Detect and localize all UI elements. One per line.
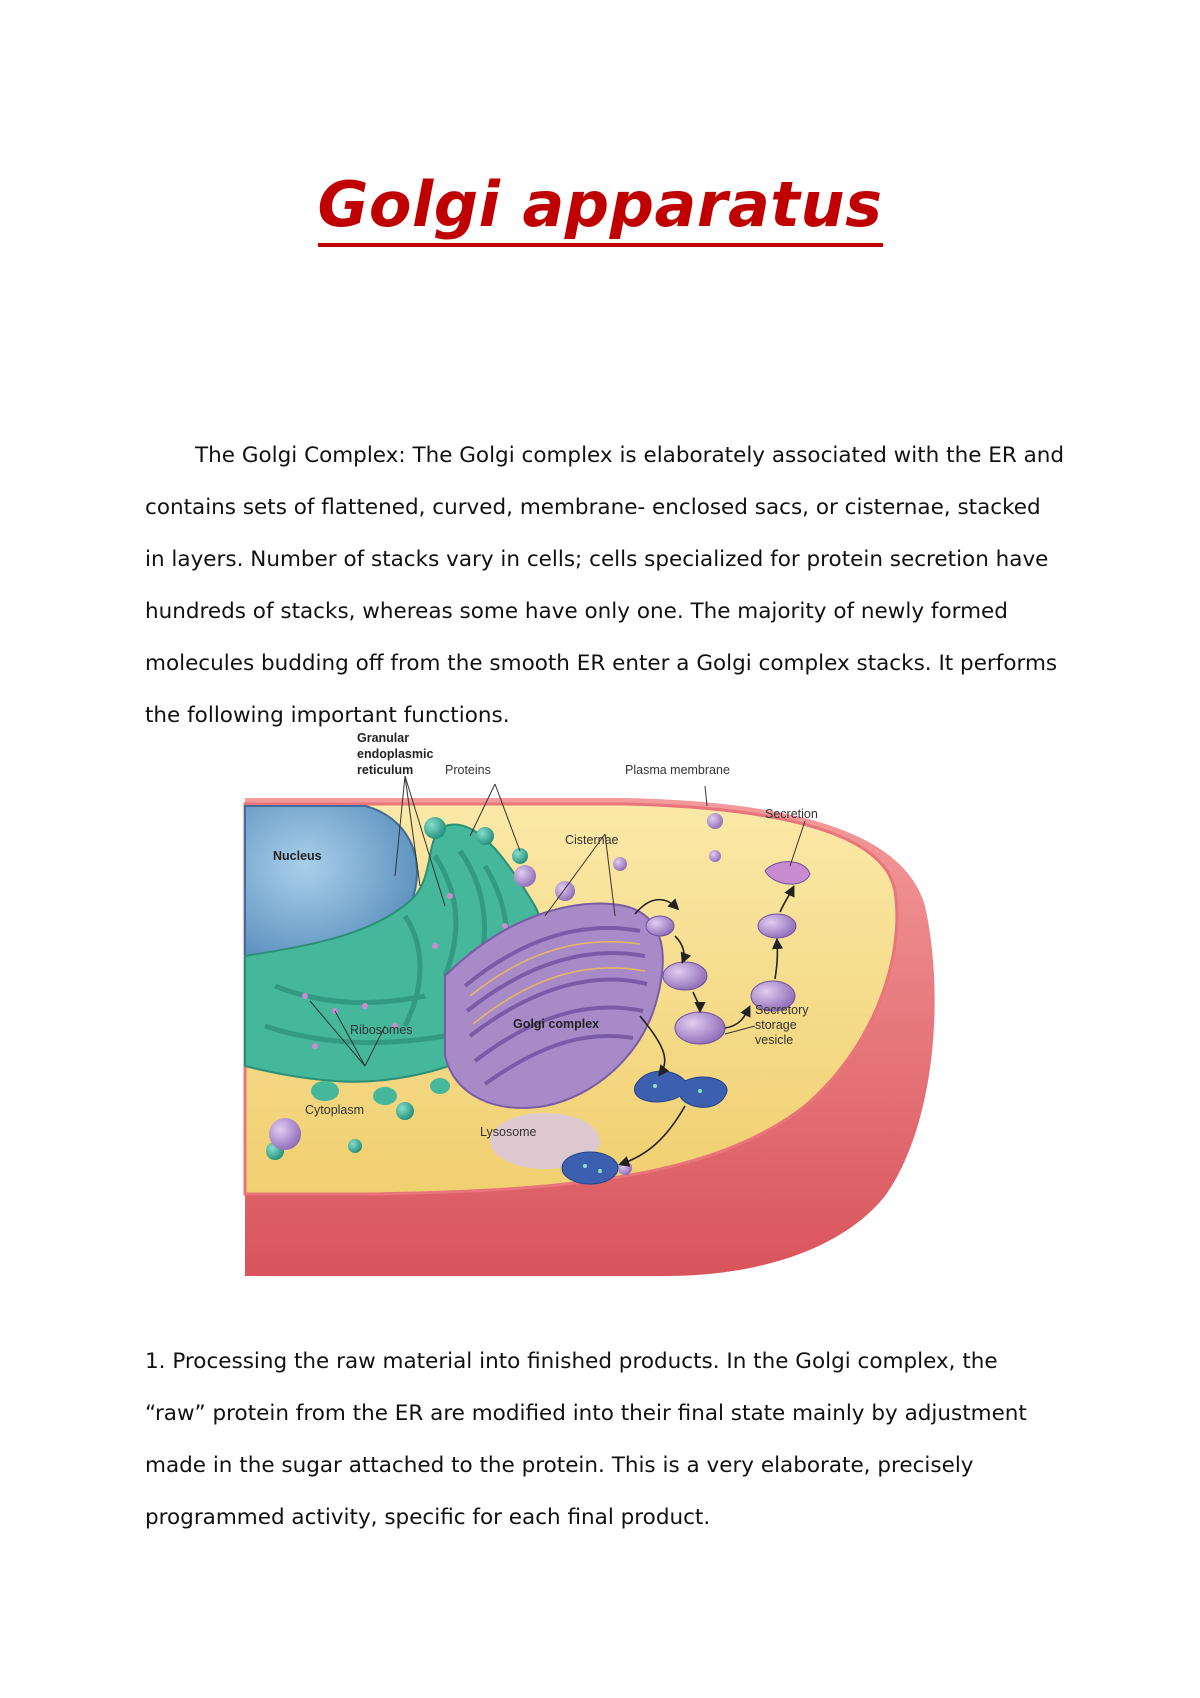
function-1-paragraph: 1. Processing the raw material into finished products. In the Golgi complex, the “raw” protein from the ER are modified into their final state mainly by adjustment made in the sugar attached to the protein. This is a very elaborate, precisely programmed activity, specific for each final product.: [145, 1349, 1027, 1530]
page-title: [0, 168, 1200, 241]
label-plasma-membrane: Plasma membrane: [625, 763, 730, 777]
page-title-text: Golgi apparatus: [318, 168, 883, 247]
label-lysosome: Lysosome: [480, 1125, 537, 1139]
label-granular-er-1: Granular: [357, 731, 410, 745]
label-cytoplasm: Cytoplasm: [305, 1103, 365, 1117]
label-secretory-3: vesicle: [755, 1033, 794, 1047]
label-nucleus: Nucleus: [273, 849, 322, 863]
label-secretion: Secretion: [765, 807, 818, 821]
golgi-diagram: [245, 731, 965, 1296]
label-granular-er-2: endoplasmic: [357, 747, 434, 761]
label-ribosomes: Ribosomes: [350, 1023, 413, 1037]
label-golgi-complex: Golgi complex: [513, 1017, 600, 1031]
label-granular-er-3: reticulum: [357, 763, 414, 777]
label-cisternae: Cisternae: [565, 833, 619, 847]
label-secretory-1: Secretory: [755, 1003, 809, 1017]
label-secretory-2: storage: [755, 1018, 797, 1032]
label-proteins: Proteins: [445, 763, 491, 777]
intro-paragraph: The Golgi Complex: The Golgi complex is elaborately associated with the ER and contains sets of flattened, curved, membrane- enclosed sacs, or cisternae, stacked in layers. Number of stacks vary in cells; cells specialized for protein secretion have hundreds of stacks, whereas some have only one. The majority of newly formed molecules budding off from the smooth ER enter a Golgi complex stacks. It performs the following important functions.: [145, 443, 1065, 728]
